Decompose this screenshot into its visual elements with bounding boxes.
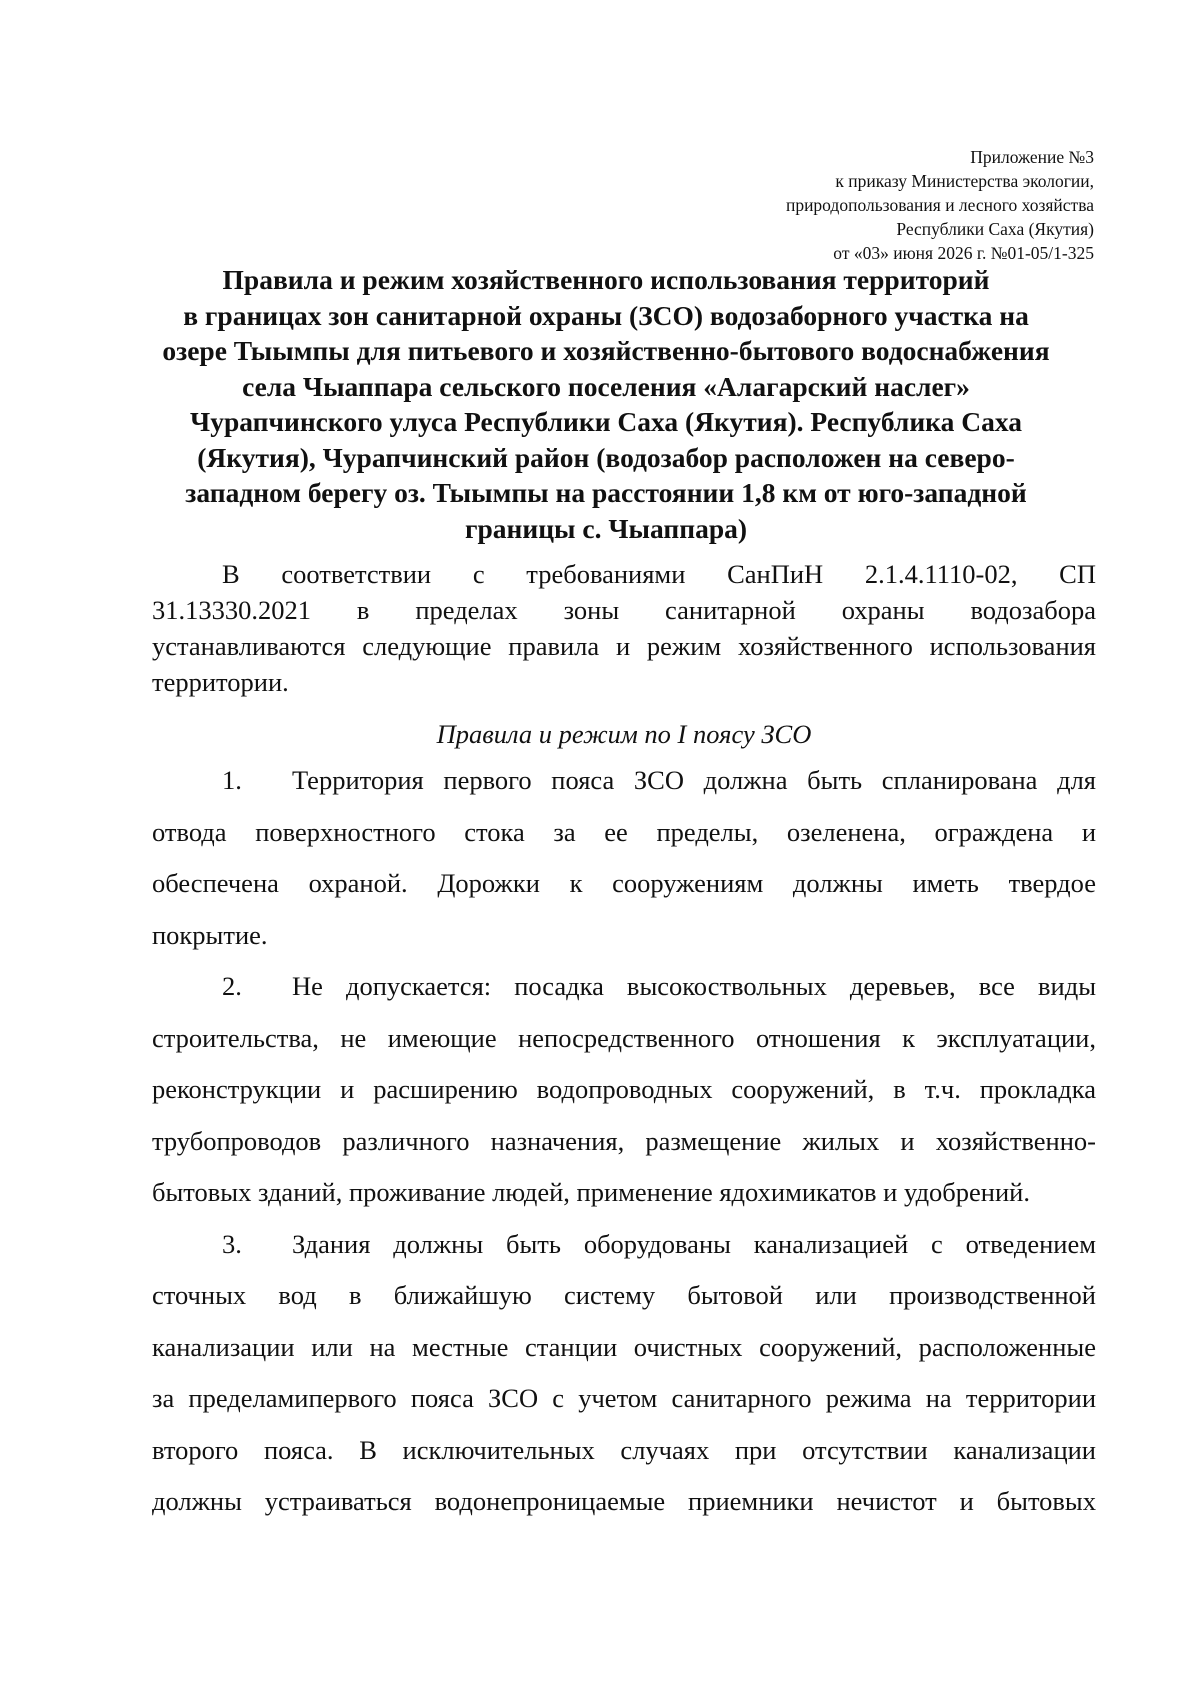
list-item-line: отвода поверхностного стока за ее пределы, озеленена, ограждена и bbox=[152, 816, 1096, 847]
list-item-line: бытовых зданий, проживание людей, применение ядохимикатов и удобрений. bbox=[152, 1177, 1030, 1207]
annex-line: Республики Саха (Якутия) bbox=[896, 219, 1094, 239]
list-item-line: за пределамипервого пояса ЗСО с учетом санитарного режима на территории bbox=[152, 1383, 1096, 1413]
list-item-line: канализации или на местные станции очистных сооружений, расположенные bbox=[152, 1331, 1096, 1362]
title-line: озере Тыымпы для питьевого и хозяйственно-бытового водоснабжения bbox=[162, 335, 1050, 366]
list-item-line: должны устраиваться водонепроницаемые приемники нечистот и бытовых bbox=[152, 1486, 1096, 1516]
list-item-line bbox=[152, 1219, 1096, 1271]
intro-line: устанавливаются следующие правила и режим хозяйственного использования bbox=[152, 631, 1096, 661]
title-line: Чурапчинского улуса Республики Саха (Якутия). Республика Саха bbox=[190, 406, 1022, 437]
item-number: 2. bbox=[222, 971, 242, 1001]
title-line: села Чыаппара сельского поселения «Алагарский наслег» bbox=[242, 370, 970, 402]
item-number: 3. bbox=[222, 1228, 242, 1259]
annex-line: к приказу Министерства экологии, bbox=[835, 171, 1094, 191]
list-item-line bbox=[152, 755, 1096, 807]
annex-line: Приложение №3 bbox=[970, 147, 1094, 167]
annex-header bbox=[574, 145, 1094, 265]
intro-paragraph bbox=[152, 556, 1096, 700]
document-title bbox=[150, 262, 1062, 546]
list-item-line: трубопроводов различного назначения, размещение жилых и хозяйственно- bbox=[152, 1125, 1096, 1156]
list-item-line: второго пояса. В исключительных случаях при отсутствии канализации bbox=[152, 1434, 1096, 1465]
annex-line: от «03» июня 2026 г. №01-05/1-325 bbox=[833, 243, 1094, 263]
list-item-line bbox=[152, 961, 1096, 1013]
intro-line: территории. bbox=[152, 667, 289, 697]
intro-line: 31.13330.2021 в пределах зоны санитарной охраны водозабора bbox=[152, 595, 1096, 625]
title-line: границы с. Чыаппара) bbox=[464, 512, 748, 544]
intro-line: В соответствии с требованиями СанПиН 2.1.4.1110-02, СП bbox=[222, 559, 1096, 589]
title-line: (Якутия), Чурапчинский район (водозабор расположен на северо- bbox=[197, 441, 1015, 473]
list-item-line: покрытие. bbox=[152, 919, 268, 950]
rules-list bbox=[152, 755, 1096, 1528]
list-item-line: реконструкции и расширению водопроводных сооружений, в т.ч. прокладка bbox=[152, 1074, 1096, 1104]
item-text: Территория первого пояса ЗСО должна быть спланирована для bbox=[292, 765, 1096, 795]
item-number: 1. bbox=[222, 765, 242, 795]
list-item-line: обеспечена охраной. Дорожки к сооружениям должны иметь твердое bbox=[152, 868, 1096, 898]
section-title: Правила и режим по I поясу ЗСО bbox=[436, 719, 812, 749]
title-line: в границах зон санитарной охраны (ЗСО) водозаборного участка на bbox=[183, 299, 1029, 331]
list-item-line: сточных вод в ближайшую систему бытовой или производственной bbox=[152, 1280, 1096, 1310]
item-text: Не допускается: посадка высокоствольных деревьев, все виды bbox=[292, 971, 1096, 1001]
annex-line: природопользования и лесного хозяйства bbox=[785, 195, 1094, 215]
title-line: Правила и режим хозяйственного использования территорий bbox=[222, 264, 990, 295]
item-text: Здания должны быть оборудованы канализацией с отведением bbox=[292, 1228, 1096, 1259]
list-item-line: строительства, не имеющие непосредственного отношения к эксплуатации, bbox=[152, 1022, 1096, 1053]
title-line: западном берегу оз. Тыымпы на расстоянии 1,8 км от юго-западной bbox=[185, 477, 1027, 508]
